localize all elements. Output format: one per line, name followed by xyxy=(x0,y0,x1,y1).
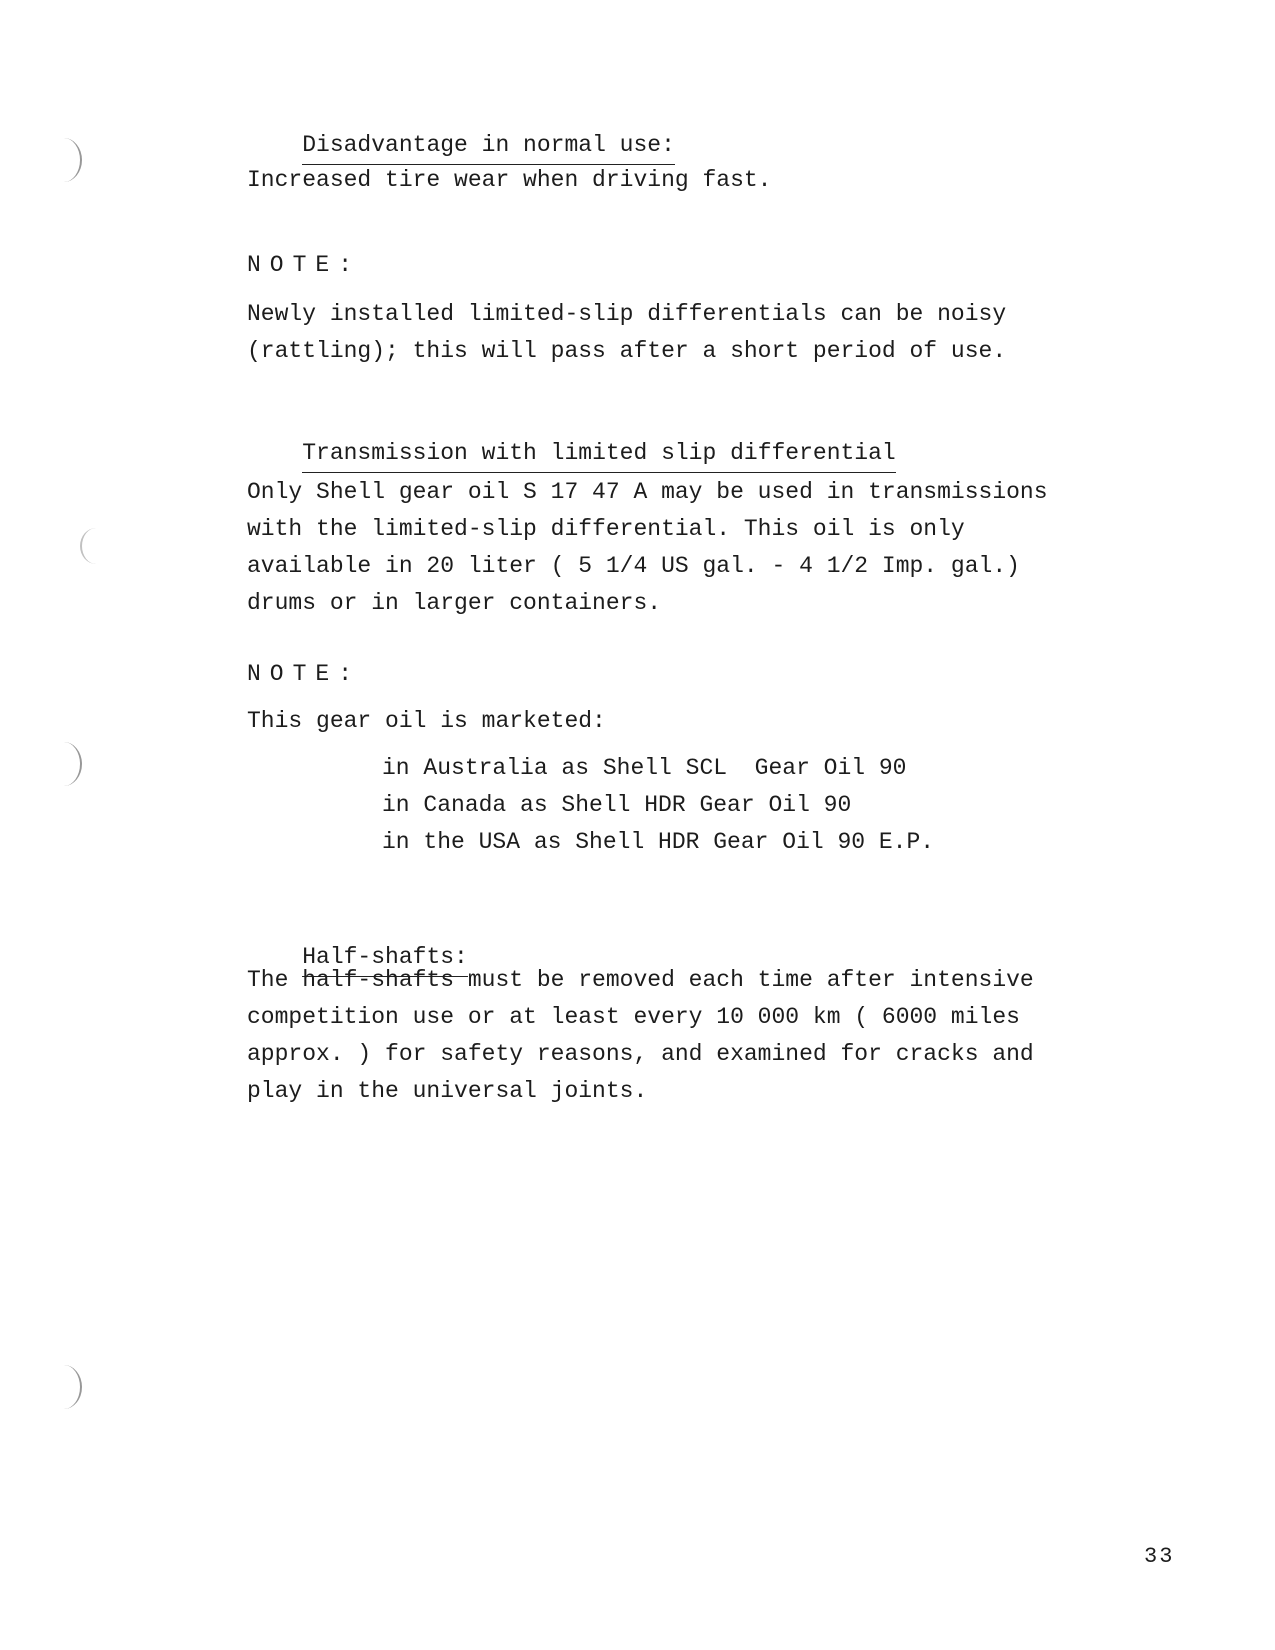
transmission-line: with the limited-slip differential. This oil is only xyxy=(247,516,965,542)
note-label: NOTE: xyxy=(247,252,362,278)
halfshafts-line: competition use or at least every 10 000 km ( 6000 miles xyxy=(247,1004,1020,1030)
note-paragraph xyxy=(247,296,1006,370)
halfshafts-heading: Half-shafts: xyxy=(302,942,468,977)
page-number: 33 xyxy=(1144,1544,1175,1569)
transmission-line: available in 20 liter ( 5 1/4 US gal. - 4 1/2 Imp. gal.) xyxy=(247,553,1020,579)
punch-hole-mark xyxy=(80,528,112,564)
transmission-line: drums or in larger containers. xyxy=(247,590,662,616)
marketed-item: in Canada as Shell HDR Gear Oil 90 xyxy=(382,792,852,818)
transmission-heading: Transmission with limited slip differential xyxy=(302,438,896,473)
punch-hole-mark xyxy=(46,1365,82,1409)
marketed-item: in Australia as Shell SCL Gear Oil 90 xyxy=(382,755,907,781)
halfshafts-paragraph xyxy=(247,962,1034,1110)
transmission-line: Only Shell gear oil S 17 47 A may be used in transmissions xyxy=(247,479,1048,505)
note-label: NOTE: xyxy=(247,661,362,687)
halfshafts-line: The half-shafts must be removed each time after intensive xyxy=(247,967,1034,993)
marketed-item: in the USA as Shell HDR Gear Oil 90 E.P. xyxy=(382,829,935,855)
punch-hole-mark xyxy=(46,138,82,182)
halfshafts-line: play in the universal joints. xyxy=(247,1078,648,1104)
marketed-intro: This gear oil is marketed: xyxy=(247,708,606,734)
marketed-list xyxy=(382,750,934,861)
punch-hole-mark xyxy=(46,742,82,786)
halfshafts-line: approx. ) for safety reasons, and examined for cracks and xyxy=(247,1041,1034,1067)
transmission-paragraph xyxy=(247,474,1048,622)
disadvantage-heading: Disadvantage in normal use: xyxy=(302,130,675,165)
note-line: (rattling); this will pass after a short period of use. xyxy=(247,338,1007,364)
note-line: Newly installed limited-slip differentials can be noisy xyxy=(247,301,1007,327)
disadvantage-text: Increased tire wear when driving fast. xyxy=(247,167,772,193)
